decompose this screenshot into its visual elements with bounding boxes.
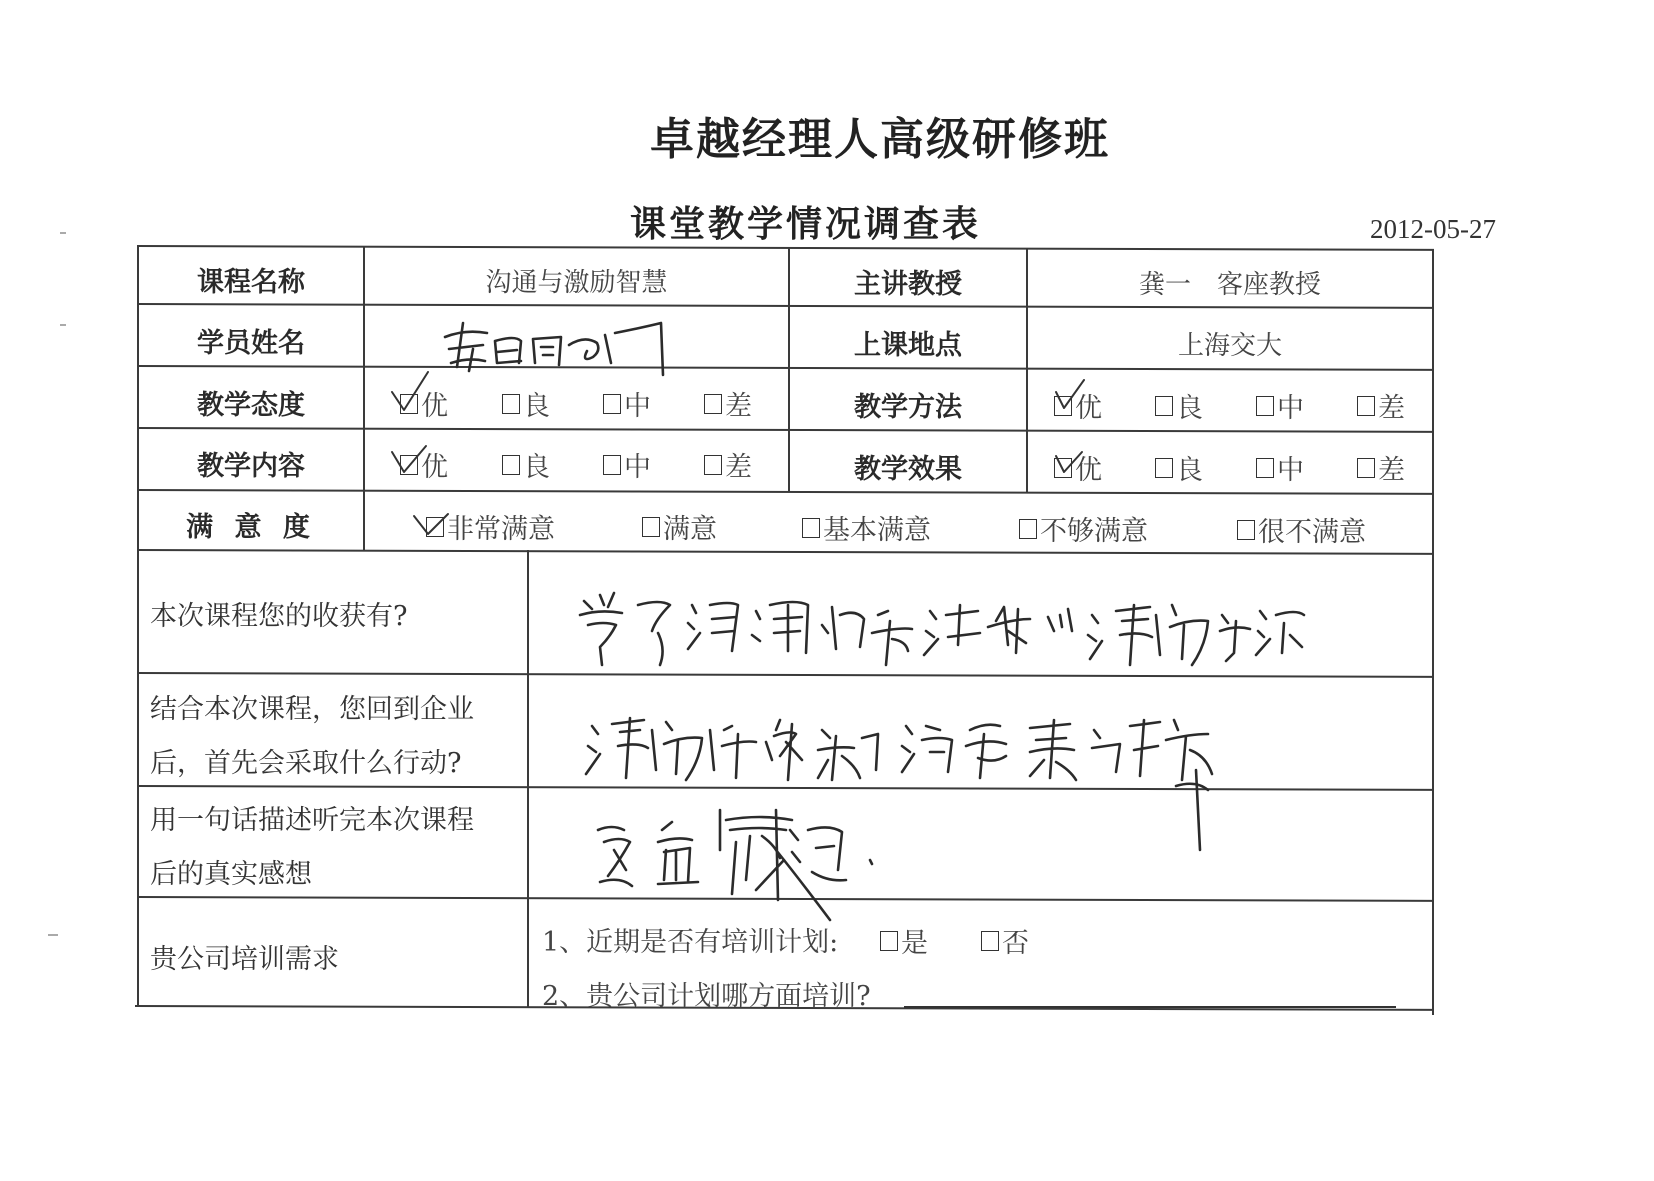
checkbox-icon — [1357, 396, 1375, 416]
q1-label: 本次课程您的收获有? — [150, 601, 408, 632]
content-option-good[interactable]: 良 — [502, 445, 550, 484]
course-name-value: 沟通与激励智慧 — [485, 268, 668, 298]
q1-handwritten-answer — [560, 575, 1430, 675]
method-option-medium[interactable]: 中 — [1256, 386, 1304, 425]
checkbox-icon — [880, 931, 898, 951]
attitude-option-good[interactable]: 良 — [502, 384, 550, 423]
method-option-excellent[interactable]: 优 — [1054, 386, 1102, 425]
q2-label-line2: 后，首先会采取什么行动? — [150, 748, 462, 779]
method-option-poor[interactable]: 差 — [1357, 386, 1405, 425]
checkbox-icon — [1019, 519, 1037, 539]
checkbox-icon — [704, 394, 722, 414]
content-option-poor[interactable]: 差 — [704, 445, 752, 484]
effect-option-medium[interactable]: 中 — [1256, 448, 1304, 487]
attitude-option-excellent[interactable]: 优 — [400, 384, 448, 423]
form-subtitle: 课堂教学情况调查表 — [630, 204, 982, 245]
checkbox-icon — [981, 931, 999, 951]
teaching-method-label: 教学方法 — [854, 392, 962, 423]
checkbox-icon — [1357, 458, 1375, 478]
checkbox-icon — [603, 455, 621, 475]
training-plan-question: 1、近期是否有培训计划: — [542, 927, 839, 958]
checked-checkbox-icon — [1054, 396, 1072, 416]
checkbox-icon — [502, 455, 520, 475]
attitude-option-poor[interactable]: 差 — [704, 384, 752, 423]
attitude-option-medium[interactable]: 中 — [603, 384, 651, 423]
teaching-content-label: 教学内容 — [197, 451, 305, 482]
satisfaction-option-basic[interactable]: 基本满意 — [802, 508, 931, 547]
checked-checkbox-icon — [400, 394, 418, 414]
scan-speck — [60, 324, 66, 326]
checkbox-icon — [802, 518, 820, 538]
q2-label-line1: 结合本次课程，您回到企业 — [150, 694, 474, 725]
satisfaction-option-very-dissatisfied[interactable]: 很不满意 — [1237, 510, 1366, 549]
q2-label — [150, 683, 525, 791]
effect-option-good[interactable]: 良 — [1155, 448, 1203, 487]
q3-label — [150, 794, 525, 902]
scan-speck — [48, 934, 58, 936]
student-name-label: 学员姓名 — [197, 328, 305, 359]
effect-option-excellent[interactable]: 优 — [1054, 448, 1102, 487]
q3-label-line2: 后的真实感想 — [150, 859, 312, 890]
method-option-good[interactable]: 良 — [1155, 386, 1203, 425]
checkbox-icon — [704, 455, 722, 475]
training-area-blank-line[interactable] — [904, 1006, 1396, 1008]
teaching-attitude-label: 教学态度 — [197, 390, 305, 421]
effect-option-poor[interactable]: 差 — [1357, 448, 1405, 487]
q4-label: 贵公司培训需求 — [150, 944, 339, 975]
content-option-excellent[interactable]: 优 — [400, 445, 448, 484]
student-name-signature — [365, 305, 788, 367]
scan-speck — [60, 232, 66, 234]
form-date: 2012-05-27 — [1370, 214, 1496, 244]
training-plan-option-yes[interactable]: 是 — [880, 921, 928, 960]
satisfaction-label: 满 意 度 — [186, 512, 316, 543]
form-title: 卓越经理人高级研修班 — [650, 114, 1110, 165]
checkbox-icon — [642, 517, 660, 537]
checked-checkbox-icon — [1054, 458, 1072, 478]
checkbox-icon — [1155, 396, 1173, 416]
location-value: 上海交大 — [1177, 331, 1282, 361]
checkbox-icon — [1155, 458, 1173, 478]
teaching-effect-label: 教学效果 — [854, 454, 962, 485]
content-option-medium[interactable]: 中 — [603, 445, 651, 484]
checked-checkbox-icon — [400, 455, 418, 475]
lecturer-label: 主讲教授 — [854, 269, 962, 300]
checked-checkbox-icon — [426, 517, 444, 537]
checkbox-icon — [1237, 520, 1255, 540]
training-area-question: 2、贵公司计划哪方面培训? — [542, 981, 871, 1012]
checkbox-icon — [502, 394, 520, 414]
satisfaction-option-not-enough[interactable]: 不够满意 — [1019, 509, 1148, 548]
course-name-label: 课程名称 — [197, 267, 305, 298]
q3-label-line1: 用一句话描述听完本次课程 — [150, 805, 474, 836]
checkbox-icon — [1256, 396, 1274, 416]
satisfaction-option-satisfied[interactable]: 满意 — [642, 507, 717, 546]
satisfaction-option-very-satisfied[interactable]: 非常满意 — [426, 507, 555, 546]
training-plan-option-no[interactable]: 否 — [981, 921, 1029, 960]
lecturer-value: 龚一 客座教授 — [1138, 270, 1321, 300]
location-label: 上课地点 — [854, 330, 962, 361]
checkbox-icon — [603, 394, 621, 414]
checkbox-icon — [1256, 458, 1274, 478]
